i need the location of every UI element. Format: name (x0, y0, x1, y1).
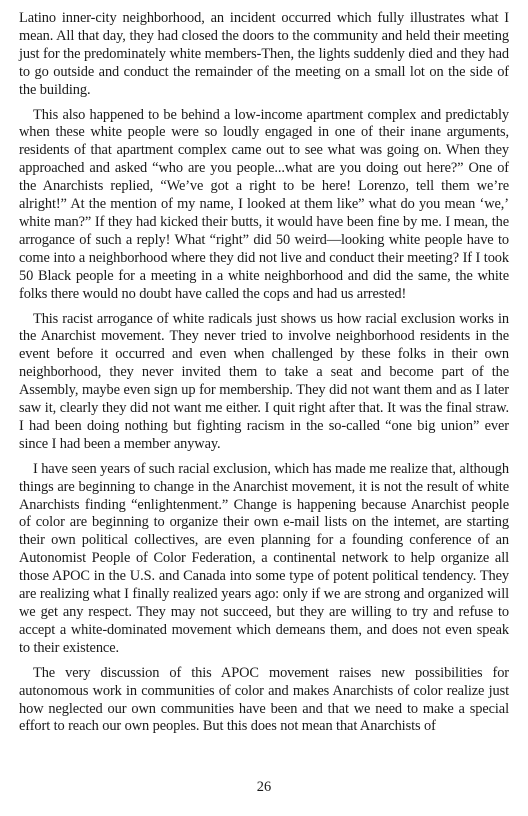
paragraph: The very discussion of this APOC movement raises new possibilities for autonomous work in communities of color and makes Anarchists of color realize just how neglected our own communities have been and that we need to make a special effort to reach our own peoples. But this does not mean that Anarchists of (19, 664, 509, 735)
page-number: 26 (256, 779, 272, 795)
paragraph: This racist arrogance of white radicals just shows us how racial exclusion works in the Anarchist movement. They never tried to involve neighborhood residents in the event before it occurred and even when challenged by these folks in their own neighborhood, they never invited them to take a seat and become part of the Assembly, maybe even sign up for membership. They did not want them and as I later saw it, clearly they did not want me either. I quit right after that. It was the final straw. I had been doing nothing but fighting racism in the so-called “one big union” ever since I had been a member anyway. (19, 310, 509, 452)
paragraph: I have seen years of such racial exclusion, which has made me realize that, although things are beginning to change in the Anarchist movement, it is not the result of white Anarchists finding “enlightenment.” Change is happening because Anarchist people of color are beginning to organize their own e-mail lists on the intemet, are starting their own political collectives, are even planning for a founding conference of an Autonomist People of Color Federation, a continental network to help organize all those APOC in the U.S. and Canada into some type of potent political tendency. They are realizing what I finally realized years ago: only if we are strong and organized will we get any respect. They may not succeed, but they are willing to try and refuse to accept a white-dominated movement which demeans them, and does not even speak to their existence. (19, 460, 509, 656)
page-body (19, 10, 509, 743)
paragraph: This also happened to be behind a low-income apartment complex and predictably when these white people were so loudly engaged in one of their inane arguments, residents of that apartment complex came out to see what was going on. When they approached and asked “who are you people...what are you doing out here?” One of the Anarchists replied, “We’ve got a right to be here! Lorenzo, tell them we’re alright!” At the mention of my name, I looked at them like” what do you mean ‘we,’ white man?” If they had kicked their butts, it would have been fine by me. I mean, the arrogance of such a reply! What “right” did 50 weird—looking white people have to come into a neighborhood where they did not live and conduct their meeting? If I took 50 Black people for a meeting in a white neighborhood and did the same, the white folks there would no doubt have called the cops and had us arrested! (19, 106, 509, 302)
paragraph: Latino inner-city neighborhood, an incident occurred which fully illustrates what I mean. All that day, they had closed the doors to the community and held their meeting just for the predominately white members-Then, the lights suddenly died and they had to go outside and conduct the remainder of the meeting on a small lot on the side of the building. (19, 10, 509, 98)
